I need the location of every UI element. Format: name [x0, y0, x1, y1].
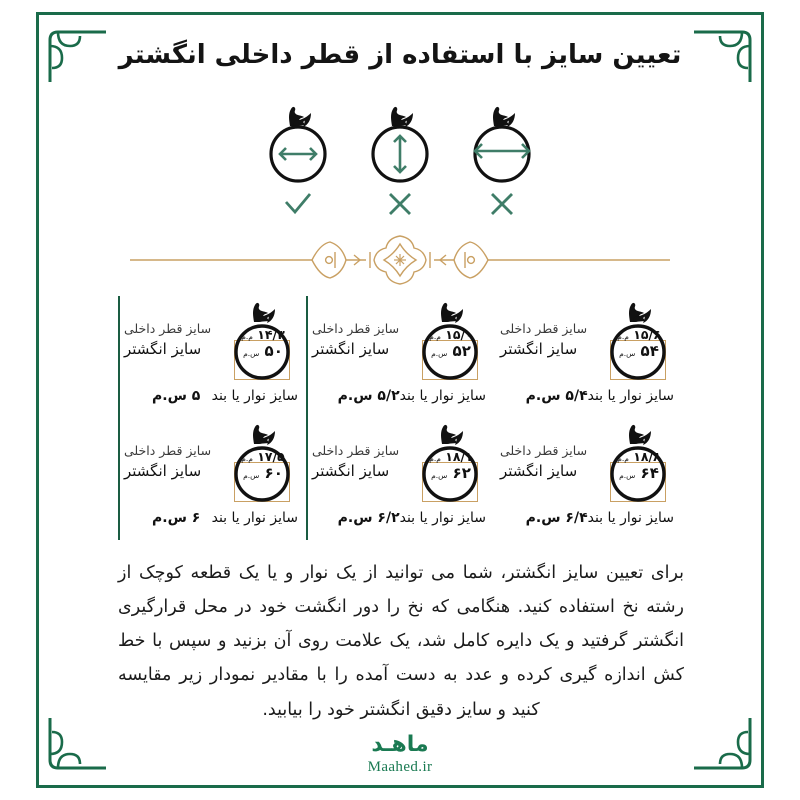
ring-correct-horizontal-icon: [255, 96, 341, 188]
band-size-label: سایز نوار یا بند: [587, 388, 674, 404]
band-size-row: [312, 510, 488, 536]
ring-size-value: ۶۲ س.م: [431, 464, 471, 483]
ring-values: [414, 450, 488, 482]
inner-diameter-label: سایز قطر داخلی: [124, 443, 212, 459]
ring-values: [602, 450, 676, 482]
brand-url[interactable]: Maahed.ir: [367, 759, 433, 776]
ring-size-label: سایز انگشتر: [312, 339, 390, 358]
table-row: [118, 414, 682, 536]
inner-diameter-value: ۱۷/۵ م.م: [241, 449, 285, 464]
ring-values: [602, 328, 676, 360]
page-title: تعیین سایز با استفاده از قطر داخلی انگشتر: [118, 40, 682, 70]
ring-figure: [226, 294, 300, 386]
demo-item-vertical-wrong: [357, 96, 443, 218]
size-cell-50[interactable]: [118, 292, 306, 414]
inner-diameter-value: ۱۸/۸ م.م: [617, 449, 661, 464]
demo-item-correct: [255, 96, 341, 218]
measurement-demo-row: [255, 96, 545, 218]
cell-label-group: [312, 442, 414, 482]
ring-size-value: ۵۰ س.م: [243, 342, 283, 361]
band-size-value: ۵ س.م: [152, 388, 201, 404]
ring-size-value: ۶۴ س.م: [619, 464, 659, 483]
ring-figure: [602, 416, 676, 508]
ring-size-value: ۶۰ س.م: [243, 464, 283, 483]
size-cell-52[interactable]: [306, 292, 494, 414]
brand-logo: ماهـد: [371, 732, 429, 757]
ring-size-table: [118, 292, 682, 536]
instructions-paragraph: برای تعیین سایز انگشتر، شما می توانید از یک نوار و یا یک قطعه کوچک از رشته نخ استفاده کنید. هنگامی که نخ را دور انگشت خود در محل قرارگیری انگشتر گرفتید و یک دایره کامل شد، یک علامت روی آن بزنید و سپس با خط کش اندازه گیری کرده و عدد به دست آمده را با مقادیر نمودار زیر مقایسه کنید و سایز دقیق انگشتر خود را بیابید.: [118, 563, 684, 720]
title-block: [36, 38, 764, 73]
demo-item-overflow-wrong: [459, 96, 545, 218]
cell-label-group: [500, 320, 602, 360]
cell-label-group: [312, 320, 414, 360]
size-cell-62[interactable]: [306, 414, 494, 536]
band-size-label: سایز نوار یا بند: [211, 388, 298, 404]
cross-mark-icon: [485, 190, 519, 218]
ring-figure: [226, 416, 300, 508]
inner-diameter-value: ۱۵/۶ م.م: [617, 327, 661, 342]
ring-figure: [414, 416, 488, 508]
band-size-row: [312, 388, 488, 414]
size-cell-60[interactable]: [118, 414, 306, 536]
check-mark-icon: [281, 190, 315, 218]
ring-wrong-vertical-icon: [357, 96, 443, 188]
ring-size-label: سایز انگشتر: [500, 339, 578, 358]
cell-label-group: [124, 442, 226, 482]
band-size-value: ۵/۴ س.م: [525, 388, 588, 404]
band-size-label: سایز نوار یا بند: [399, 388, 486, 404]
band-size-value: ۶ س.م: [152, 510, 201, 526]
band-size-row: [500, 510, 676, 536]
inner-diameter-label: سایز قطر داخلی: [500, 321, 588, 337]
ring-size-label: سایز انگشتر: [312, 461, 390, 480]
ring-values: [226, 328, 300, 360]
size-cell-54[interactable]: [494, 292, 682, 414]
ring-figure: [414, 294, 488, 386]
ring-size-value: ۵۲ س.م: [431, 342, 471, 361]
ring-size-label: سایز انگشتر: [500, 461, 578, 480]
inner-diameter-value: ۱۸/۱ م.م: [429, 449, 473, 464]
inner-diameter-value: ۱۵/۰ م.م: [429, 327, 473, 342]
band-size-label: سایز نوار یا بند: [587, 510, 674, 526]
band-size-value: ۵/۲ س.م: [337, 388, 400, 404]
band-size-row: [500, 388, 676, 414]
ring-size-label: سایز انگشتر: [124, 339, 202, 358]
band-size-label: سایز نوار یا بند: [211, 510, 298, 526]
size-cell-64[interactable]: [494, 414, 682, 536]
ring-size-label: سایز انگشتر: [124, 461, 202, 480]
band-size-row: [124, 388, 300, 414]
inner-diameter-label: سایز قطر داخلی: [312, 321, 400, 337]
band-size-label: سایز نوار یا بند: [399, 510, 486, 526]
cell-label-group: [124, 320, 226, 360]
ring-size-value: ۵۴ س.م: [619, 342, 659, 361]
cross-mark-icon: [383, 190, 417, 218]
ring-wrong-overflow-icon: [459, 96, 545, 188]
table-row: [118, 292, 682, 414]
inner-diameter-label: سایز قطر داخلی: [500, 443, 588, 459]
band-size-value: ۶/۲ س.م: [337, 510, 400, 526]
inner-diameter-label: سایز قطر داخلی: [124, 321, 212, 337]
inner-diameter-label: سایز قطر داخلی: [312, 443, 400, 459]
band-size-row: [124, 510, 300, 536]
ring-figure: [602, 294, 676, 386]
cell-label-group: [500, 442, 602, 482]
footer-branding: [0, 733, 800, 776]
band-size-value: ۶/۴ س.م: [525, 510, 588, 526]
ornamental-divider-icon: [130, 232, 670, 288]
ring-values: [226, 450, 300, 482]
inner-diameter-value: ۱۴/۳ م.م: [241, 327, 285, 342]
ring-values: [414, 328, 488, 360]
